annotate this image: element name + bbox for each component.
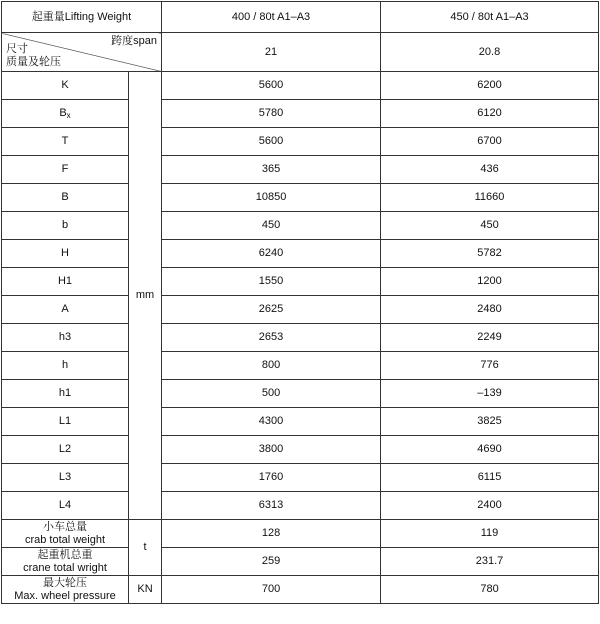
table-row <box>2 408 599 436</box>
crab-label-zh: 小车总量 <box>43 520 87 533</box>
span-label: 跨度span <box>111 35 158 47</box>
value-model-2: 2400 <box>381 492 599 520</box>
value-model-1: 800 <box>162 352 381 380</box>
crab-row <box>2 520 599 548</box>
span-value-2: 20.8 <box>381 33 599 72</box>
table-row <box>2 240 599 268</box>
table-row <box>2 324 599 352</box>
value-model-1: 5780 <box>162 100 381 128</box>
crane-label-en: crane total wright <box>23 561 107 574</box>
dimension-name <box>2 436 129 464</box>
value-model-1: 1760 <box>162 464 381 492</box>
dimension-name <box>2 268 129 296</box>
table-row <box>2 268 599 296</box>
value-model-2: 2480 <box>381 296 599 324</box>
value-model-1: 4300 <box>162 408 381 436</box>
crab-label <box>2 520 129 548</box>
value-model-2: 1200 <box>381 268 599 296</box>
dimension-name <box>2 352 129 380</box>
dimension-name <box>2 156 129 184</box>
dimension-symbol: A <box>61 303 69 316</box>
value-model-1: 3800 <box>162 436 381 464</box>
value-model-2: 450 <box>381 212 599 240</box>
wheel-label <box>2 576 129 604</box>
value-model-2: 2249 <box>381 324 599 352</box>
dimension-symbol: L1 <box>58 415 72 428</box>
table-row <box>2 492 599 520</box>
value-model-2: 436 <box>381 156 599 184</box>
crab-value-2: 119 <box>381 520 599 548</box>
table-row <box>2 464 599 492</box>
value-model-1: 2653 <box>162 324 381 352</box>
value-model-1: 10850 <box>162 184 381 212</box>
value-model-2: 6200 <box>381 72 599 100</box>
model-2-header: 450 / 80t A1–A3 <box>381 2 599 33</box>
wheel-value-1: 700 <box>162 576 381 604</box>
value-model-1: 6313 <box>162 492 381 520</box>
value-model-1: 1550 <box>162 268 381 296</box>
value-model-2: –139 <box>381 380 599 408</box>
crane-label-zh: 起重机总重 <box>37 548 93 561</box>
mass-pressure-label: 质量及轮压 <box>6 55 61 68</box>
dimension-name <box>2 212 129 240</box>
crane-row <box>2 548 599 576</box>
dimension-name <box>2 72 129 100</box>
table-row <box>2 184 599 212</box>
dimension-symbol: L2 <box>58 443 72 456</box>
table-row <box>2 212 599 240</box>
dimension-symbol: B <box>61 191 69 204</box>
unit-kn: KN <box>129 576 162 604</box>
value-model-2: 6120 <box>381 100 599 128</box>
crane-spec-table <box>1 1 599 604</box>
dimension-name <box>2 464 129 492</box>
span-value-1: 21 <box>162 33 381 72</box>
value-model-1: 6240 <box>162 240 381 268</box>
dimension-subscript: x <box>66 110 71 120</box>
table-row <box>2 296 599 324</box>
dimension-name <box>2 128 129 156</box>
value-model-2: 4690 <box>381 436 599 464</box>
dimension-symbol: T <box>61 135 69 148</box>
dimension-symbol: K <box>61 79 69 92</box>
table-row <box>2 100 599 128</box>
dimension-name <box>2 408 129 436</box>
value-model-2: 776 <box>381 352 599 380</box>
dimension-symbol: L4 <box>58 499 72 512</box>
crane-value-1: 259 <box>162 548 381 576</box>
unit-t: t <box>129 520 162 576</box>
table-row <box>2 128 599 156</box>
dimension-symbol: h1 <box>58 387 72 400</box>
value-model-1: 500 <box>162 380 381 408</box>
value-model-2: 3825 <box>381 408 599 436</box>
value-model-1: 5600 <box>162 72 381 100</box>
unit-mm: mm <box>129 72 162 520</box>
dimension-name <box>2 492 129 520</box>
table-row <box>2 72 599 100</box>
dimension-name <box>2 296 129 324</box>
crab-label-en: crab total weight <box>24 533 106 546</box>
value-model-2: 11660 <box>381 184 599 212</box>
wheel-label-en: Max. wheel pressure <box>14 589 116 602</box>
header-row <box>2 2 599 33</box>
lifting-weight-header: 起重量Lifting Weight <box>2 2 162 33</box>
wheel-row <box>2 576 599 604</box>
value-model-2: 5782 <box>381 240 599 268</box>
table-row <box>2 352 599 380</box>
value-model-2: 6700 <box>381 128 599 156</box>
table-row <box>2 156 599 184</box>
dimension-name <box>2 240 129 268</box>
dimension-name <box>2 100 129 128</box>
dimension-symbol: h3 <box>58 331 72 344</box>
span-row <box>2 33 599 72</box>
dimension-symbol: h <box>61 359 69 372</box>
crane-label <box>2 548 129 576</box>
dimension-symbol: B <box>59 106 67 119</box>
crab-value-1: 128 <box>162 520 381 548</box>
value-model-1: 5600 <box>162 128 381 156</box>
value-model-2: 6115 <box>381 464 599 492</box>
dimension-symbol: F <box>61 163 69 176</box>
dimension-symbol: H1 <box>57 275 73 288</box>
dimension-symbol: b <box>61 219 69 232</box>
value-model-1: 2625 <box>162 296 381 324</box>
value-model-1: 365 <box>162 156 381 184</box>
wheel-value-2: 780 <box>381 576 599 604</box>
crane-value-2: 231.7 <box>381 548 599 576</box>
table-row <box>2 436 599 464</box>
dimension-label: 尺寸 <box>6 42 28 55</box>
dimension-symbol: H <box>61 247 69 260</box>
wheel-label-zh: 最大轮压 <box>43 576 87 589</box>
table-row <box>2 380 599 408</box>
value-model-1: 450 <box>162 212 381 240</box>
dimension-name <box>2 184 129 212</box>
dimension-symbol: L3 <box>58 471 72 484</box>
model-1-header: 400 / 80t A1–A3 <box>162 2 381 33</box>
dimension-name <box>2 380 129 408</box>
dimension-name <box>2 324 129 352</box>
diagonal-header-cell <box>2 33 162 72</box>
